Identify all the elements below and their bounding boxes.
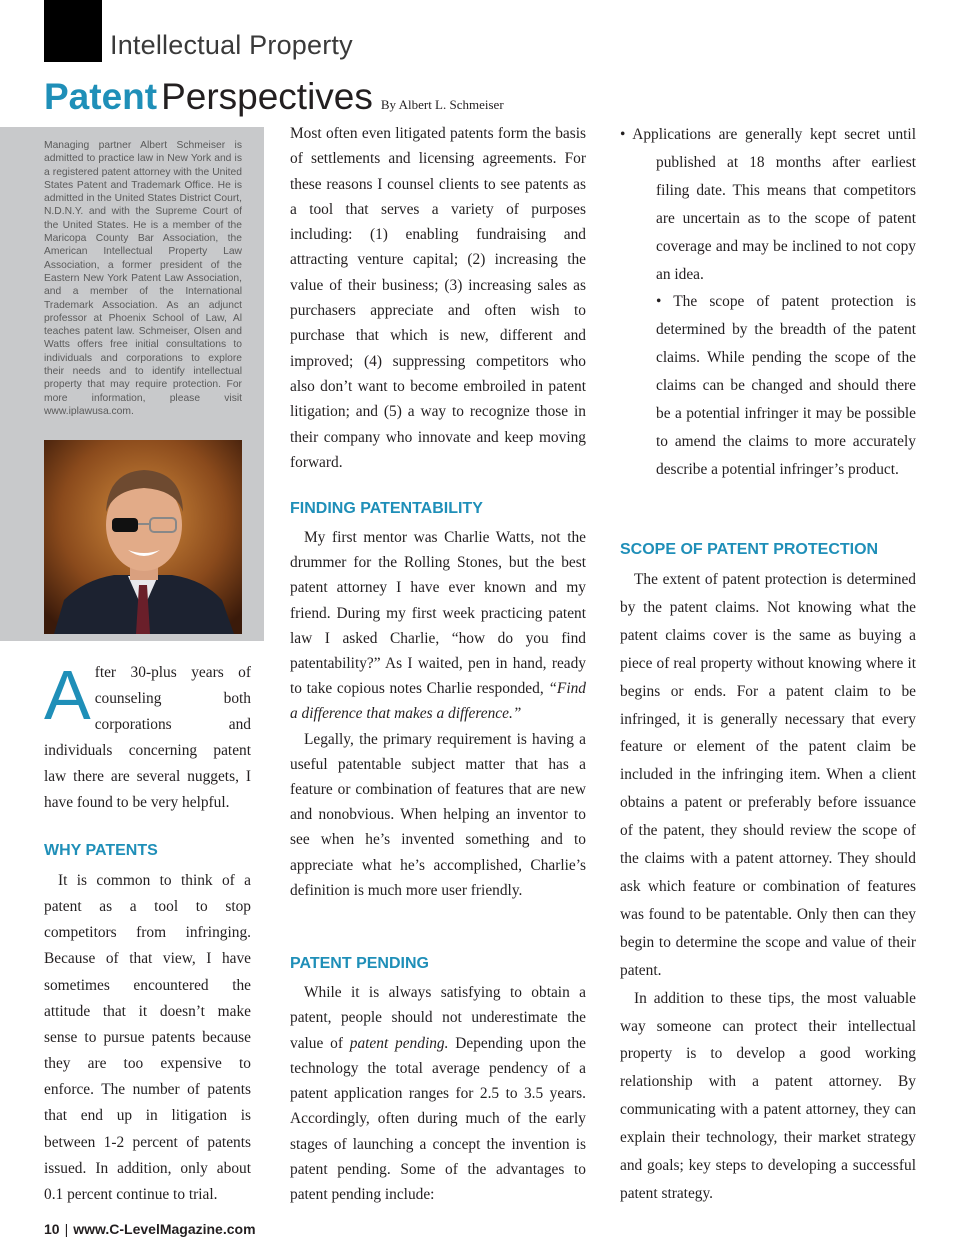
intro-paragraph (44, 656, 251, 816)
author-bio: Managing partner Albert Schmeiser is admitted to practice law in New York and is a registered patent attorney with the United States Patent and Trademark Office. He is admitted in the United States District Court, N.D.N.Y. and with the Supreme Court of the United States. He is a member of the Maricopa County Bar Association, the American Intellectual Property Law Association, a former president of the Eastern New York Patent Law Association, and a member of the International Trademark Association. As an adjunct professor at Phoenix School of Law, Al teaches patent law. Schmeiser, Olsen and Watts offers free initial consultations to individuals and corporations to explore their needs and to identify intellectual property that may require protection. For more information, please visit www.iplawusa.com. (44, 140, 242, 417)
author-portrait-image (44, 440, 242, 634)
footer-separator: | (64, 1221, 69, 1237)
heading-why-patents: WHY PATENTS (44, 842, 158, 859)
pending-emphasis: patent pending. (349, 1034, 449, 1052)
col2-paragraph-1: Most often even litigated patents form the basis of settlements and licensing agreements. For these reasons I counsel clients to see patents as a tool that serves a variety of purposes including: (1) enabling fundraising and attracting venture capital; (2) increasing the value of their business; (3) increasing sales as purchasers appreciate and often wish to purchase that which is new, different and improved; (4) suppressing competitors who also don’t want to become embroiled in patent litigation; and (5) a way to recognize those in their company who innovate and keep moving forward. (290, 125, 586, 471)
pending-body (290, 980, 586, 1208)
scope-paragraph-1: The extent of patent protection is determined by the patent claims. Not knowing what the patent claims cover is the same as buying a piece of real property without knowing where it begins or ends. For a patent claim to be infringed, it is generally necessary that every feature or element of the patent claim be included in the infringing item. When a client obtains a patent or preferably before issuance of the patent, they should review the scope of the claims with a patent attorney. They should ask which feature or combination of features was found to be patentable. Only then can they begin to determine the scope and value of their patent. (620, 571, 916, 979)
bullet-item-1: • Applications are generally kept secret until published at 18 months after earliest filing date. This means that competitors are uncertain as to the scope of patent coverage and may be inclined to not copy an idea. (620, 126, 916, 283)
pending-heading-wrap (290, 955, 586, 973)
finding-heading-wrap (290, 500, 586, 518)
section-label: Intellectual Property (110, 30, 353, 60)
byline: By Albert L. Schmeiser (380, 97, 504, 112)
finding-text: My first mentor was Charlie Watts, not the drummer for the Rolling Stones, but the best patent attorney I have ever known and my friend. During my first week practicing patent law I asked Charlie, “how do you find patentability?” As I waited, pen in hand, ready to take copious notes Charlie responded, (290, 529, 586, 698)
scope-body (620, 566, 916, 1208)
why-patents-text: It is common to think of a patent as a tool to stop competitors from infringing. Because of that view, I have sometimes encountered the attitude that it doesn’t make sense to pursue patents because they are too expensive to enforce. The number of patents that end up in litigation is between 1-2 percent of patents issued. In addition, only about 0.1 percent continue to trial. (44, 872, 251, 1203)
why-patents-body (44, 868, 251, 1208)
why-patents-section (44, 842, 251, 860)
bullet-1-text: Applications are generally kept secret until published at 18 months after earliest filing date. This means that competitors are uncertain as to the scope of patent coverage and may be inclined to not copy an idea. (632, 126, 916, 283)
finding-body (290, 525, 586, 903)
finding-paragraph-1 (290, 525, 586, 727)
article-title (44, 76, 504, 118)
pending-text-b: Depending upon the technology the total average pendency of a patent application ranges for 2.5 to 3.5 years. Accordingly, often during much of the early stages of launching a concept the invention is patent pending. Some of the advantages to patent pending include: (290, 1034, 586, 1204)
intro-text: fter 30-plus years of counseling both corporations and individuals concerning patent law there are several nuggets, I have found to be very helpful. (44, 664, 251, 811)
title-bold: Patent (44, 76, 158, 117)
drop-cap: A (44, 656, 91, 734)
pending-paragraph (290, 980, 586, 1208)
section-marker-block (44, 0, 102, 62)
column-1 (44, 656, 251, 816)
column-2-intro (290, 121, 586, 475)
heading-patent-pending: PATENT PENDING (290, 955, 429, 972)
scope-paragraph-2: In addition to these tips, the most valuable way someone can protect their intellectual property is to develop a good working relationship with a patent attorney. By communicating with a patent attorney, they can explain their technology, their market strategy and goals; key steps to developing a successful patent strategy. (620, 989, 916, 1202)
page-footer (44, 1221, 256, 1237)
footer-url[interactable]: www.C-LevelMagazine.com (73, 1221, 256, 1237)
bullet-item-2: • The scope of patent protection is determined by the breadth of the patent claims. While pending the scope of the claims can be changed and should there be a potential infringer it may be possible to amend the claims to more accurately describe a potential infringer’s product. (656, 293, 916, 478)
scope-heading-wrap (620, 541, 916, 559)
pending-text-a: While it is always satisfying to obtain a patent, people should not underestimate the value of (290, 984, 586, 1052)
finding-quote: “Find a difference that makes a difference.” (290, 680, 586, 723)
heading-finding-patentability: FINDING PATENTABILITY (290, 500, 483, 517)
author-photo (44, 440, 242, 634)
heading-scope-of-patent-protection: SCOPE OF PATENT PROTECTION (620, 541, 879, 558)
bullet-2-text: The scope of patent protection is determined by the breadth of the patent claims. While pending the scope of the claims can be changed and should there be a potential infringer it may be possible to amend the claims to more accurately describe a potential infringer’s product. (656, 293, 916, 478)
finding-paragraph-2: Legally, the primary requirement is having a useful patentable subject matter that has a feature or combination of features that are new and nonobvious. When helping an inventor to see when he’s invented something and to appreciate what he’s accomplished, Charlie’s definition is much more user friendly. (290, 730, 586, 899)
title-light: Perspectives (161, 76, 373, 117)
page-number: 10 (44, 1221, 60, 1237)
bullet-list (620, 121, 916, 484)
